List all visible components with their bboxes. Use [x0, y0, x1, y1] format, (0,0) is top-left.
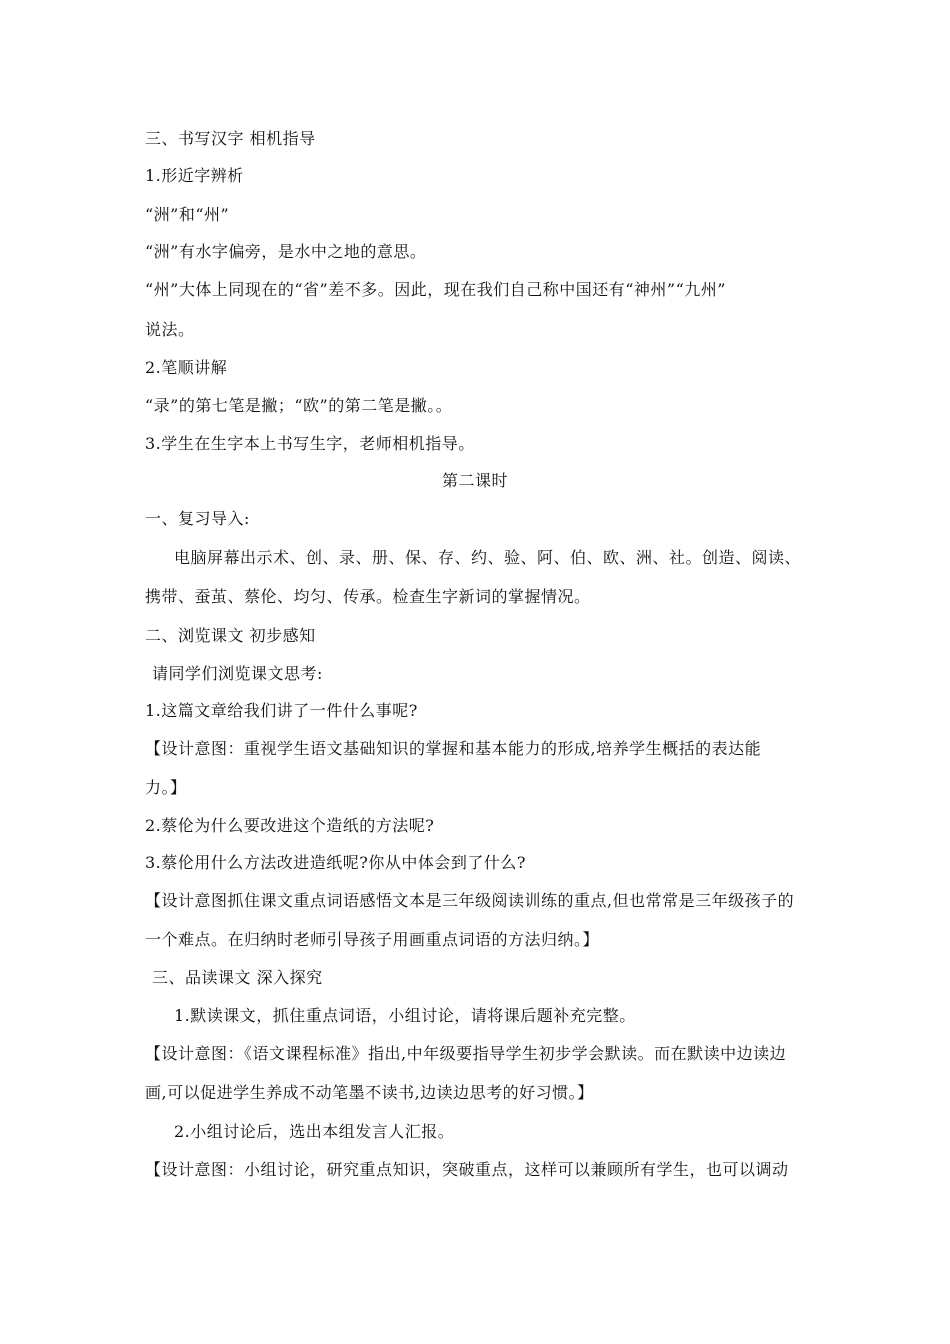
section-heading-writing: 三、书写汉字 相机指导	[145, 129, 316, 148]
paragraph-line: 1.默读课文，抓住重点词语，小组讨论，请将课后题补充完整。	[174, 1006, 636, 1025]
subheading-similar-characters: 1.形近字辨析	[145, 166, 244, 185]
design-intent-note: 【设计意图：《语文课程标准》指出,中年级要指导学生初步学会默读。而在默读中边读边	[145, 1044, 787, 1063]
section-heading-review: 一、复习导入:	[145, 509, 250, 528]
subheading-stroke-order: 2.笔顺讲解	[145, 358, 228, 377]
paragraph-line: 3.学生在生字本上书写生字，老师相机指导。	[145, 434, 475, 453]
question-line: 3.蔡伦用什么方法改进造纸呢?你从中体会到了什么?	[145, 853, 526, 872]
design-intent-note: 【设计意图：小组讨论，研究重点知识，突破重点，这样可以兼顾所有学生，也可以调动	[145, 1160, 789, 1179]
paragraph-line: “录”的第七笔是撇；“欧”的第二笔是撇。。	[145, 396, 453, 415]
paragraph-line: “州”大体上同现在的“省”差不多。因此，现在我们自己称中国还有“神州”“九州”	[145, 280, 726, 299]
design-intent-note: 【设计意图抓住课文重点词语感悟文本是三年级阅读训练的重点,但也常常是三年级孩子的	[145, 891, 795, 910]
paragraph-line: 2.小组讨论后，选出本组发言人汇报。	[174, 1122, 455, 1141]
design-intent-note: 【设计意图：重视学生语文基础知识的掌握和基本能力的形成,培养学生概括的表达能	[145, 739, 762, 758]
paragraph-line: 说法。	[145, 320, 195, 339]
lesson-title: 第二课时	[441, 471, 508, 490]
paragraph-line: 电脑屏幕出示术、创、录、册、保、存、约、验、阿、伯、欧、洲、社。创造、阅读、	[174, 548, 802, 567]
paragraph-line: 携带、蚕茧、蔡伦、均匀、传承。检查生字新词的掌握情况。	[145, 587, 591, 606]
paragraph-line: “洲”和“州”	[145, 205, 230, 224]
paragraph-line: “洲”有水字偏旁，是水中之地的意思。	[145, 242, 427, 261]
paragraph-line: 请同学们浏览课文思考:	[152, 664, 323, 683]
question-line: 2.蔡伦为什么要改进这个造纸的方法呢?	[145, 816, 435, 835]
design-intent-note: 画,可以促进学生养成不动笔墨不读书,边读边思考的好习惯。】	[145, 1083, 594, 1102]
design-intent-note: 一个难点。在归纳时老师引导孩子用画重点词语的方法归纳。】	[145, 930, 600, 949]
section-heading-explore: 三、品读课文 深入探究	[152, 968, 323, 987]
question-line: 1.这篇文章给我们讲了一件什么事呢?	[145, 701, 418, 720]
design-intent-note: 力。】	[145, 778, 187, 797]
section-heading-browse: 二、浏览课文 初步感知	[145, 626, 316, 645]
